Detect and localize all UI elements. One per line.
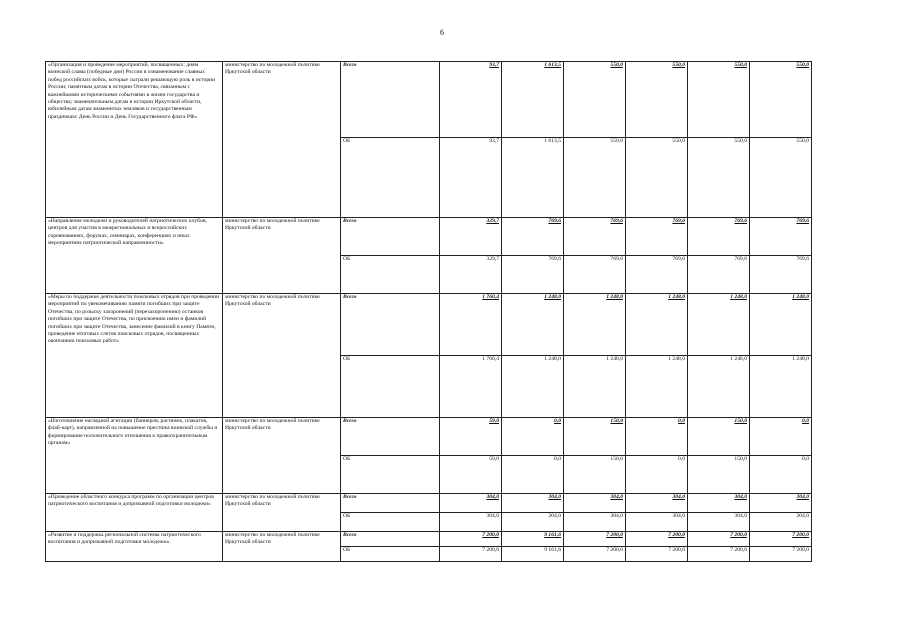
total-value-cell: 304,0 (750, 494, 812, 513)
total-value-cell: 304,0 (502, 494, 564, 513)
total-value-cell: 1 248,0 (626, 294, 688, 356)
total-value-cell: 150,0 (688, 418, 750, 456)
total-value-cell: 9 161,6 (502, 532, 564, 547)
ob-value-cell: 1 760,4 (440, 356, 502, 418)
total-value-cell: 7 200,0 (440, 532, 502, 547)
total-value-cell: 769,6 (564, 218, 626, 256)
total-value-cell: 550,0 (626, 62, 688, 138)
total-value-cell: 7 200,0 (688, 532, 750, 547)
total-value-cell: 1 613,5 (502, 62, 564, 138)
total-value-cell: 769,6 (750, 218, 812, 256)
total-value-cell: 59,0 (440, 418, 502, 456)
ob-value-cell: 0,0 (750, 456, 812, 494)
total-value-cell: 1 248,0 (688, 294, 750, 356)
activity-name: «Изготовление наглядной агитации (баннеров, растяжек, плакатов, флай-карт), направленной на повышение престижа воинской службы и формирование положительного отношения к правоохранительным органам» (46, 418, 223, 494)
activity-name: «Проведение областного конкурса программ по организации центров патриотического воспитания и допризывной подготовки молодежи» (46, 494, 223, 532)
total-value-cell: 0,0 (626, 418, 688, 456)
table-row (46, 532, 812, 547)
responsible-executor: министерство по молодежной политике Иркутской области (223, 218, 341, 294)
budget-table (45, 61, 812, 562)
ob-value-cell: 150,0 (564, 456, 626, 494)
ob-value-cell: 7 200,0 (688, 547, 750, 562)
ob-value-cell: 1 248,0 (626, 356, 688, 418)
funding-source-total: Всего (341, 418, 440, 456)
total-value-cell: 329,7 (440, 218, 502, 256)
ob-value-cell: 0,0 (626, 456, 688, 494)
ob-value-cell: 769,6 (750, 256, 812, 294)
ob-value-cell: 550,0 (564, 138, 626, 218)
total-value-cell: 550,0 (750, 62, 812, 138)
funding-source-ob: ОБ (341, 256, 440, 294)
total-value-cell: 304,0 (564, 494, 626, 513)
ob-value-cell: 59,0 (440, 456, 502, 494)
ob-value-cell: 304,0 (564, 513, 626, 532)
ob-value-cell: 93,7 (440, 138, 502, 218)
total-value-cell: 769,6 (688, 218, 750, 256)
total-value-cell: 304,0 (440, 494, 502, 513)
responsible-executor: министерство по молодежной политике Иркутской области (223, 494, 341, 532)
ob-value-cell: 769,6 (564, 256, 626, 294)
ob-value-cell: 304,0 (688, 513, 750, 532)
ob-value-cell: 304,0 (626, 513, 688, 532)
ob-value-cell: 304,0 (502, 513, 564, 532)
funding-source-ob: ОБ (341, 547, 440, 562)
total-value-cell: 769,6 (502, 218, 564, 256)
responsible-executor: министерство по молодежной политике Иркутской области (223, 294, 341, 418)
table-row (46, 62, 812, 138)
funding-source-ob: ОБ (341, 456, 440, 494)
ob-value-cell: 9 161,6 (502, 547, 564, 562)
funding-source-total: Всего (341, 218, 440, 256)
activity-name: «Направление молодежи и руководителей патриотических клубов, центров для участия в межрегиональных и всероссийских соревнованиях, форумах, семинарах, конференциях и иных мероприятиях патриотической направленности» (46, 218, 223, 294)
total-value-cell: 150,0 (564, 418, 626, 456)
ob-value-cell: 304,0 (750, 513, 812, 532)
responsible-executor: министерство по молодежной политике Иркутской области (223, 62, 341, 218)
funding-source-ob: ОБ (341, 513, 440, 532)
total-value-cell: 0,0 (750, 418, 812, 456)
ob-value-cell: 550,0 (750, 138, 812, 218)
activity-name: «Меры по поддержке деятельности поисковых отрядов при проведении мероприятий по увековечиванию памяти погибших при защите Отечества, по розыску захоронений (перезахоронению) останков погибших при защите Отечества, по присвоению имен и фамилий погибших при защите Отечества, занесение фамилий в книгу Памяти, проведение итоговых слетов поисковых отрядов, посвященных окончанию поисковых работ» (46, 294, 223, 418)
total-value-cell: 304,0 (626, 494, 688, 513)
ob-value-cell: 7 200,0 (750, 547, 812, 562)
total-value-cell: 304,0 (688, 494, 750, 513)
total-value-cell: 1 248,0 (564, 294, 626, 356)
activity-name: «Развитие и поддержка региональной системы патриотического воспитания и допризывной подготовки молодежи» (46, 532, 223, 562)
ob-value-cell: 1 613,5 (502, 138, 564, 218)
ob-value-cell: 769,6 (502, 256, 564, 294)
ob-value-cell: 0,0 (502, 456, 564, 494)
activity-name: «Организация и проведение мероприятий, посвященных: дням воинской славы (победные дни) России в ознаменование славных побед российских войск, которые сыграли решающую роль в истории России; памятным датам в истории Отечества, связанным с важнейшими историческими событиями в жизни государства и общества; знаменательным датам в истории Иркутской области, юбилейным датам знаменитых земляков и государственным праздникам: День России и День Государственного флага РФ» (46, 62, 223, 218)
funding-source-total: Всего (341, 294, 440, 356)
total-value-cell: 7 200,0 (564, 532, 626, 547)
total-value-cell: 7 200,0 (750, 532, 812, 547)
table-row (46, 218, 812, 256)
funding-source-ob: ОБ (341, 356, 440, 418)
total-value-cell: 550,0 (688, 62, 750, 138)
responsible-executor: министерство по молодежной политике Иркутской области (223, 418, 341, 494)
ob-value-cell: 7 200,0 (564, 547, 626, 562)
table-row (46, 294, 812, 356)
table-row (46, 494, 812, 513)
ob-value-cell: 1 248,0 (750, 356, 812, 418)
funding-source-total: Всего (341, 494, 440, 513)
ob-value-cell: 769,6 (626, 256, 688, 294)
ob-value-cell: 304,0 (440, 513, 502, 532)
ob-value-cell: 1 248,0 (688, 356, 750, 418)
ob-value-cell: 769,6 (688, 256, 750, 294)
responsible-executor: министерство по молодежной политике Иркутской области (223, 532, 341, 562)
page-number: 6 (440, 28, 444, 37)
table-row (46, 418, 812, 456)
ob-value-cell: 1 248,0 (502, 356, 564, 418)
ob-value-cell: 150,0 (688, 456, 750, 494)
total-value-cell: 7 200,0 (626, 532, 688, 547)
ob-value-cell: 1 248,0 (564, 356, 626, 418)
total-value-cell: 1 248,0 (750, 294, 812, 356)
funding-source-total: Всего (341, 62, 440, 138)
total-value-cell: 0,0 (502, 418, 564, 456)
total-value-cell: 1 760,4 (440, 294, 502, 356)
funding-source-total: Всего (341, 532, 440, 547)
ob-value-cell: 7 200,0 (440, 547, 502, 562)
total-value-cell: 550,0 (564, 62, 626, 138)
ob-value-cell: 329,7 (440, 256, 502, 294)
ob-value-cell: 550,0 (626, 138, 688, 218)
total-value-cell: 1 248,0 (502, 294, 564, 356)
total-value-cell: 769,6 (626, 218, 688, 256)
ob-value-cell: 7 200,0 (626, 547, 688, 562)
total-value-cell: 93,7 (440, 62, 502, 138)
funding-source-ob: ОБ (341, 138, 440, 218)
ob-value-cell: 550,0 (688, 138, 750, 218)
